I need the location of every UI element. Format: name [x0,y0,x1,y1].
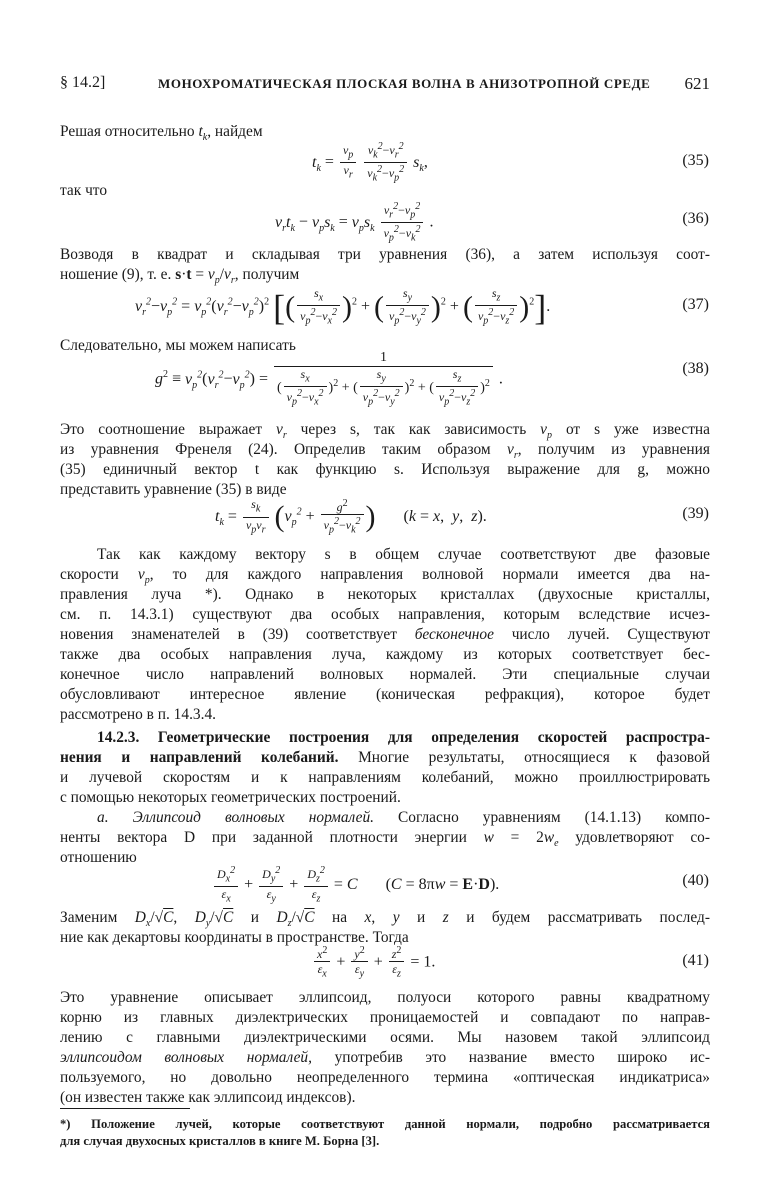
equation-35: $t_k$ = $\frac{v_p}{v_r}$ $\frac{v_k^2-v_r^2}{v_k^2-v_p^2}$ $s_k$, [312,141,428,184]
text-line: (он известен также как эллипсоид индексов). [60,1089,356,1106]
equation-number-35: (35) [682,152,709,169]
footnote-line: *) Положение лучей, которые соответствуют данной нормали, подробно рассматривается [60,1117,710,1131]
text-line: нения и направлений колебаний. Многие результаты, относящиеся к фазовой [60,749,710,766]
text-line: из уравнения Френеля (24). Определив таким образом $v_r$, получим из уравнения [60,441,710,462]
text-line: отношению [60,849,137,866]
equation-number-37: (37) [682,296,709,313]
text-line: правления луча *). Однако в некоторых кристаллах (двухосные кристаллы, [60,586,710,603]
equation-number-38: (38) [682,360,709,377]
equation-39: $t_k$ = $s_k$ $v_pv_r$ ($v_p^2$ + $\frac{g^2}{v_p^2-v_k^2}$ ) (k = x, y, z). [215,497,487,536]
text-line: и лучевой скоростям и к направлениям колебаний, можно проиллюстрировать [60,769,710,786]
page-number: 621 [684,74,710,93]
text-line: лению с главными диэлектрическими осями. Мы назовем такой эллипсоид [60,1029,710,1046]
footnote-line: для случая двухосных кристаллов в книге М. Борна [3]. [60,1134,380,1148]
text-line: Так как каждому вектору s в общем случае соответствуют две фазовые [97,546,710,563]
text-line: Решая относительно $t_k$, найдем [60,123,263,144]
text-line: Заменим $D_x/√C$, $D_y/√C$ и $D_z/√C$ на x, y и z и будем рассматривать послед- [60,909,710,930]
running-title: МОНОХРОМАТИЧЕСКАЯ ПЛОСКАЯ ВОЛНА В АНИЗОТРОПНОЙ СРЕДЕ [158,76,651,91]
text-line: см. п. 14.3.1) существуют два особых направления, которым вследствие исчез- [60,606,710,623]
text-line: также два особых направления луча, каждому из которых соответствует бес- [60,646,710,663]
text-line: так что [60,182,108,199]
equation-37: $v_r^2-v_p^2 = v_p^2(v_r^2-v_p^2)^2$ [( $\frac{s_x}{v_p^2-v_x^2}$ )$^2$ + ( $\frac{s_y}{v_p^2-v_y^2}$ )$^2$ + ( $\frac{s_z}{v_p^2-v_z^2}$ )$^2$]. [135,286,551,328]
equation-number-41: (41) [682,952,709,969]
text-line: ненты вектора D при заданной плотности энергии $w = 2w_e$ удовлетворяют со- [60,829,711,850]
text-line: Это уравнение описывает эллипсоид, полуоси которого равны квадратному [60,989,710,1006]
section-number: § 14.2] [60,74,106,91]
footnote-rule [60,1108,190,1109]
text-line: рассмотрено в п. 14.3.4. [60,706,217,723]
text-line: новения знаменателей в (39) соответствует бесконечное число лучей. Существуют [60,626,710,643]
text-line: ношение (9), т. е. $s\cdot t = v_p/v_r$, получим [60,266,300,287]
equation-40: $\frac{D_x^2}{\varepsilon_x}$ + $\frac{D_y^2}{\varepsilon_y}$ + $\frac{D_z^2}{\varepsilon_z}$ = C (C = 8πw = E·D). [212,864,499,907]
text-line: (35) единичный вектор t как функцию s. Используя выражение для g, можно [60,461,710,478]
equation-38: $g^2 \equiv v_p^2(v_r^2-v_p^2)$ = 1 ( $\frac{s_x}{v_p^2-v_x^2}$ )$^2$ + ( $\frac{s_y}{v_p^2-v_y^2}$ )$^2$ + ( $\frac{s_z}{v_p^2-v_z^2}$ )$^2$ . [155,350,503,408]
text-line: ние как декартовы координаты в пространстве. Тогда [60,929,409,946]
text-line: с помощью некоторых геометрических построений. [60,789,401,806]
equation-number-39: (39) [682,505,709,522]
equation-36: $v_rt_k - v_ps_k = v_ps_k$ $\frac{v_r^2-v_p^2}{v_p^2-v_k^2}$ . [275,201,434,244]
text-line: Это соотношение выражает $v_r$ через s, так как зависимость $v_p$ от s уже известна [60,421,710,442]
running-header [60,74,710,98]
equation-number-40: (40) [682,872,709,889]
text-line: обусловливают интересное явление (коническая рефракция), которое будет [60,686,710,703]
text-line: конечное число направлений волновых нормалей. Эти специальные случаи [60,666,710,683]
subsection-heading: 14.2.3. Геометрические построения для определения скоростей распростра- [97,729,710,746]
text-line: а. Эллипсоид волновых нормалей. Согласно уравнениям (14.1.13) компо- [97,809,710,826]
text-line: скорости $v_p$, то для каждого направления волновой нормали имеется два на- [60,566,710,587]
text-line: представить уравнение (35) в виде [60,481,287,498]
text-line: пользуемого, но довольно неопределенного термина «оптическая индикатриса» [60,1069,710,1086]
text-line: эллипсоидом волновых нормалей, употребив это название вместо широко ис- [60,1049,710,1066]
text-line: корню из главных диэлектрических проницаемостей и совпадают по направ- [60,1009,710,1026]
text-line: Возводя в квадрат и складывая три уравнения (36), а затем используя соот- [60,246,710,263]
text-line: Следовательно, мы можем написать [60,337,296,354]
equation-number-36: (36) [682,210,709,227]
equation-41: $\frac{x^2}{\varepsilon_x}$ + $\frac{y^2}{\varepsilon_y}$ + $\frac{z^2}{\varepsilon_z}$ = 1. [312,944,435,981]
